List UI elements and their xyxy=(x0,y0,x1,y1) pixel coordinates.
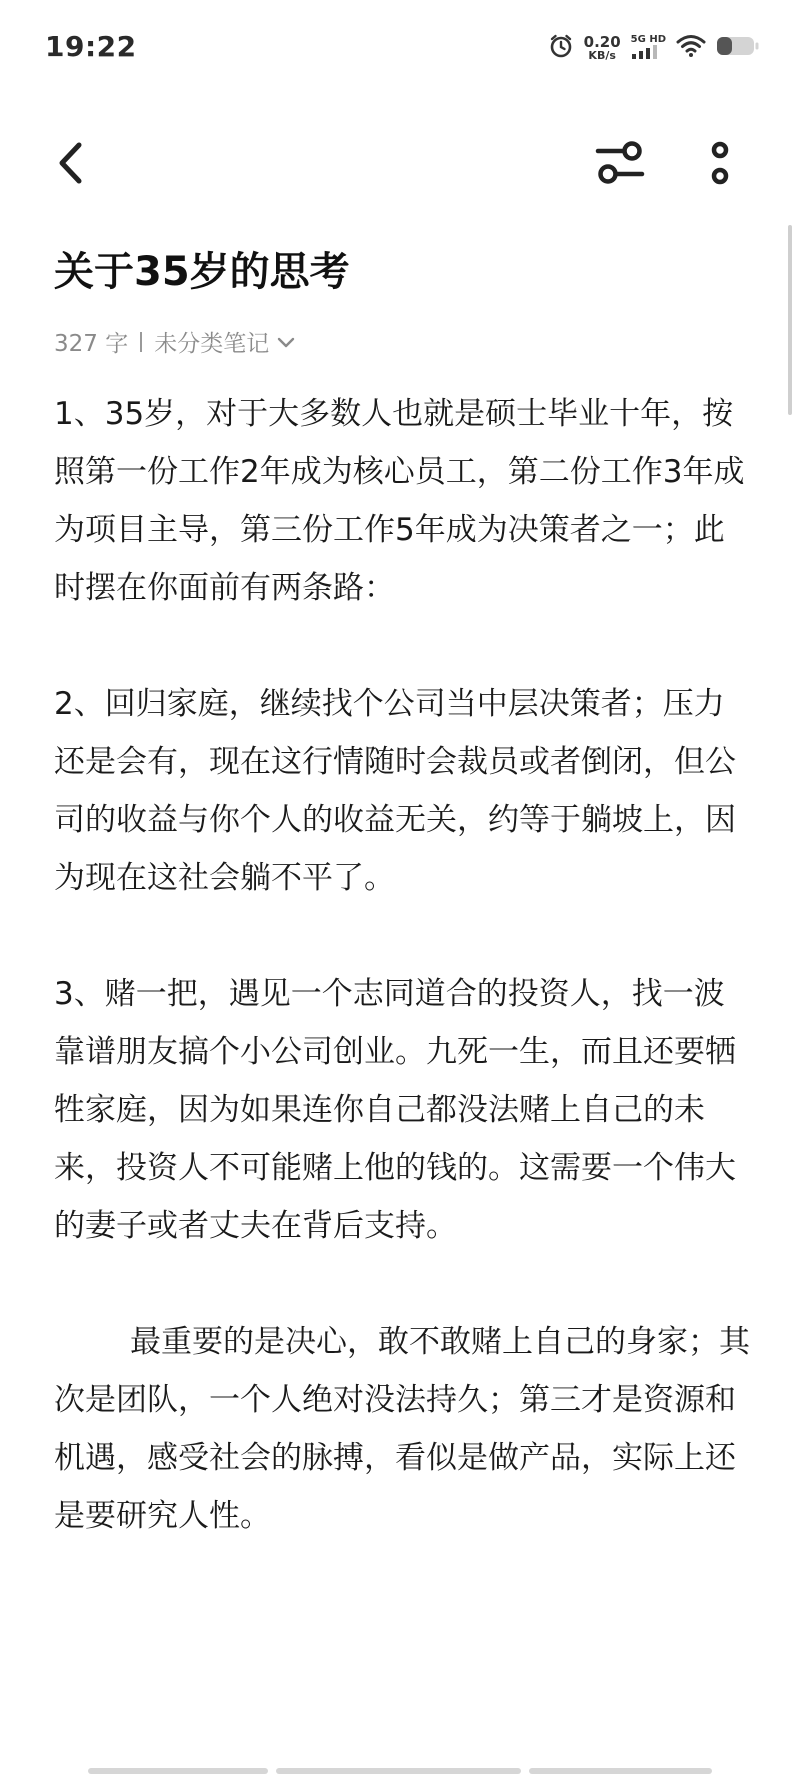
more-vertical-icon xyxy=(708,139,732,191)
category-label: 未分类笔记 xyxy=(154,331,270,357)
status-bar xyxy=(0,0,800,100)
category-selector[interactable] xyxy=(154,325,295,358)
alarm-icon xyxy=(548,33,574,63)
tune-button[interactable] xyxy=(585,135,655,195)
toolbar xyxy=(0,110,800,210)
back-icon xyxy=(55,141,85,189)
more-button[interactable] xyxy=(690,135,750,195)
bottom-bar-segment xyxy=(88,1768,268,1774)
paragraph-spacer xyxy=(54,907,754,965)
note-body[interactable] xyxy=(54,385,754,1545)
meta-divider xyxy=(140,332,142,352)
scrollbar[interactable] xyxy=(788,225,792,415)
net-speed-unit: KB/s xyxy=(588,49,616,62)
note-paragraph-indented xyxy=(54,1313,754,1545)
paragraph-spacer xyxy=(54,1255,754,1313)
note-paragraph: 2、回归家庭，继续找个公司当中层决策者；压力还是会有，现在这行情随时会裁员或者倒闭，但公司的收益与你个人的收益无关，约等于躺坡上，因为现在这社会躺不平了。 xyxy=(54,686,736,896)
signal-group xyxy=(631,35,666,62)
tune-icon xyxy=(594,139,646,191)
net-speed xyxy=(584,35,621,61)
net-speed-value: 0.20 xyxy=(583,33,621,51)
note-paragraph: 1、35岁，对于大多数人也就是硕士毕业十年，按照第一份工作2年成为核心员工，第二份工作3年成为项目主导，第三份工作5年成为决策者之一；此时摆在你面前有两条路： xyxy=(54,396,745,606)
word-count: 327 字 xyxy=(54,331,129,357)
chevron-down-icon xyxy=(277,329,295,355)
status-icons xyxy=(548,30,760,66)
battery-icon xyxy=(716,35,760,61)
bottom-bar-segment xyxy=(529,1768,712,1774)
status-time: 19:22 xyxy=(45,30,137,63)
back-button[interactable] xyxy=(40,135,100,195)
note-paragraph-text: 最重要的是决心，敢不敢赌上自己的身家；其次是团队，一个人绝对没法持久；第三才是资源和机遇，感受社会的脉搏，看似是做产品，实际上还是要研究人性。 xyxy=(54,1324,750,1534)
note-paragraph: 3、赌一把，遇见一个志同道合的投资人，找一波靠谱朋友搞个小公司创业。九死一生，而且还要牺牲家庭，因为如果连你自己都没法赌上自己的未来，投资人不可能赌上他的钱的。这需要一个伟大的妻子或者丈夫在背后支持。 xyxy=(54,976,736,1244)
wifi-icon xyxy=(676,34,706,62)
signal-label: 5G HD xyxy=(630,33,666,45)
note-title[interactable]: 关于35岁的思考 xyxy=(54,249,350,295)
bottom-bar-segment xyxy=(276,1768,521,1774)
paragraph-spacer xyxy=(54,617,754,675)
bottom-bar xyxy=(88,1768,712,1774)
note-meta xyxy=(54,325,295,358)
signal-icon xyxy=(631,45,659,62)
